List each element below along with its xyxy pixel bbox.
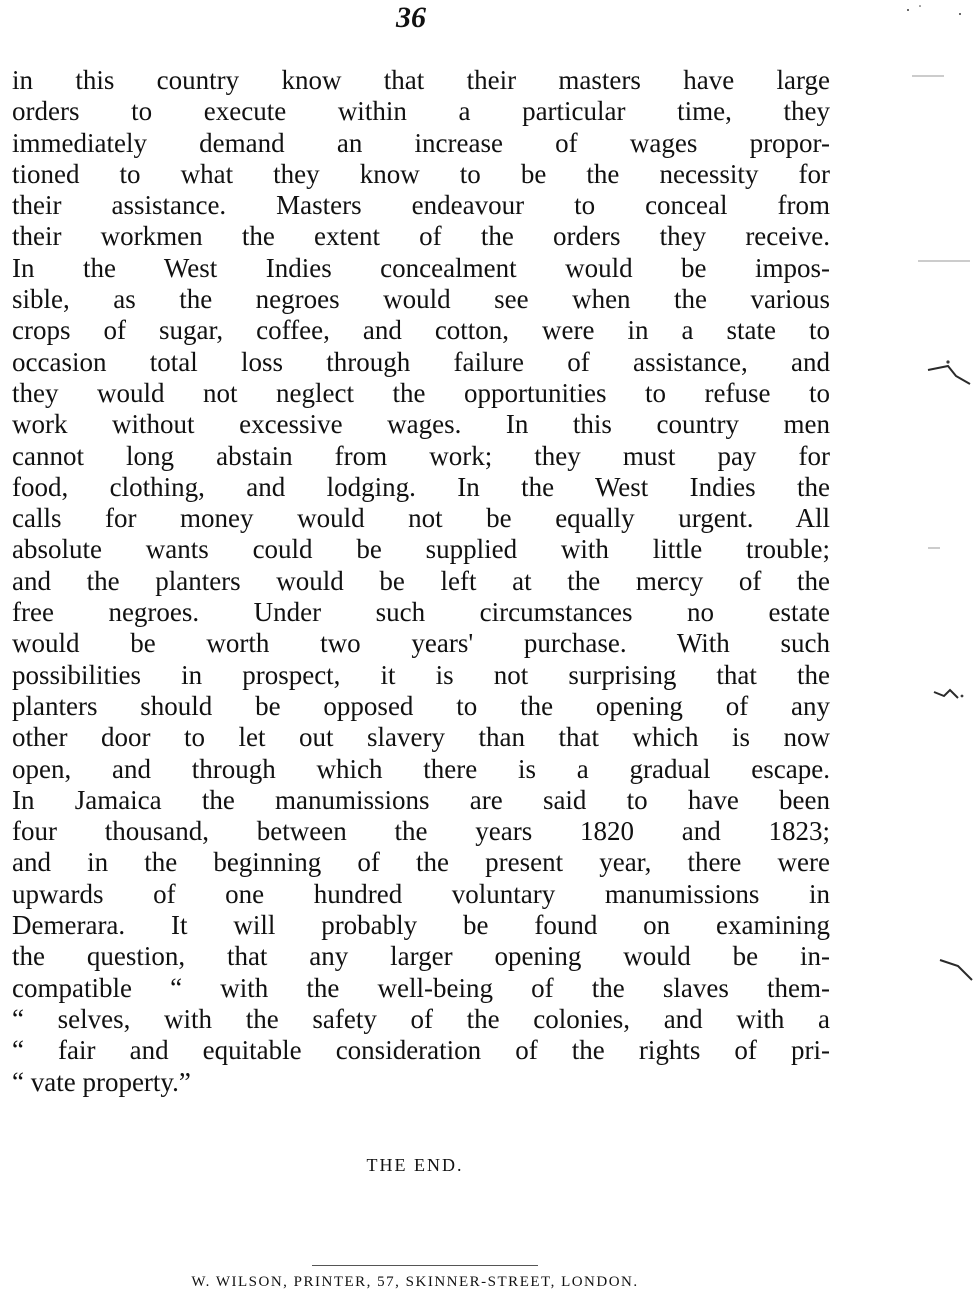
text-line: compatible “ with the well-being of the slaves them- <box>12 972 830 1003</box>
text-line: crops of sugar, coffee, and cotton, were in a state to <box>12 315 830 346</box>
text-line: In Jamaica the manumissions are said to have been <box>12 784 830 815</box>
text-line: planters should be opposed to the opening of any <box>12 690 830 721</box>
text-line: upwards of one hundred voluntary manumissions in <box>12 878 830 909</box>
text-line: cannot long abstain from work; they must pay for <box>12 440 830 471</box>
text-line: sible, as the negroes would see when the various <box>12 284 830 315</box>
text-line: “ fair and equitable consideration of the rights of pri- <box>12 1035 830 1066</box>
text-line: immediately demand an increase of wages propor- <box>12 127 830 158</box>
text-line: work without excessive wages. In this country men <box>12 409 830 440</box>
text-line: open, and through which there is a gradual escape. <box>12 753 830 784</box>
text-line: tioned to what they know to be the necessity for <box>12 158 830 189</box>
text-line: and the planters would be left at the mercy of the <box>12 565 830 596</box>
body-text <box>12 65 830 1098</box>
closing-title: THE END. <box>366 1155 464 1175</box>
margin-specks <box>900 0 980 1301</box>
text-line: Demerara. It will probably be found on examining <box>12 910 830 941</box>
text-line: in this country know that their masters have large <box>12 65 830 95</box>
text-line: their assistance. Masters endeavour to conceal from <box>12 190 830 221</box>
text-line: absolute wants could be supplied with little trouble; <box>12 534 830 565</box>
text-line: calls for money would not be equally urgent. All <box>12 503 830 534</box>
text-line: “ vate property.” <box>12 1066 191 1097</box>
printer-imprint: W. WILSON, PRINTER, 57, SKINNER-STREET, LONDON. <box>191 1274 639 1290</box>
imprint-rule <box>312 1265 538 1266</box>
text-line: other door to let out slavery than that which is now <box>12 722 830 753</box>
text-line: and in the beginning of the present year, there were <box>12 847 830 878</box>
text-line: the question, that any larger opening would be in- <box>12 941 830 972</box>
text-line: free negroes. Under such circumstances no estate <box>12 597 830 628</box>
text-line: their workmen the extent of the orders they receive. <box>12 221 830 252</box>
text-line: they would not neglect the opportunities to refuse to <box>12 377 830 408</box>
text-line: possibilities in prospect, it is not surprising that the <box>12 659 830 690</box>
text-line: “ selves, with the safety of the colonies, and with a <box>12 1003 830 1034</box>
page-number: 36 <box>396 1 426 34</box>
text-line: orders to execute within a particular time, they <box>12 96 830 127</box>
text-line: In the West Indies concealment would be impos- <box>12 252 830 283</box>
text-line: food, clothing, and lodging. In the West Indies the <box>12 471 830 502</box>
text-line: occasion total loss through failure of assistance, and <box>12 346 830 377</box>
text-line: four thousand, between the years 1820 and 1823; <box>12 816 830 847</box>
text-line: would be worth two years' purchase. With such <box>12 628 830 659</box>
